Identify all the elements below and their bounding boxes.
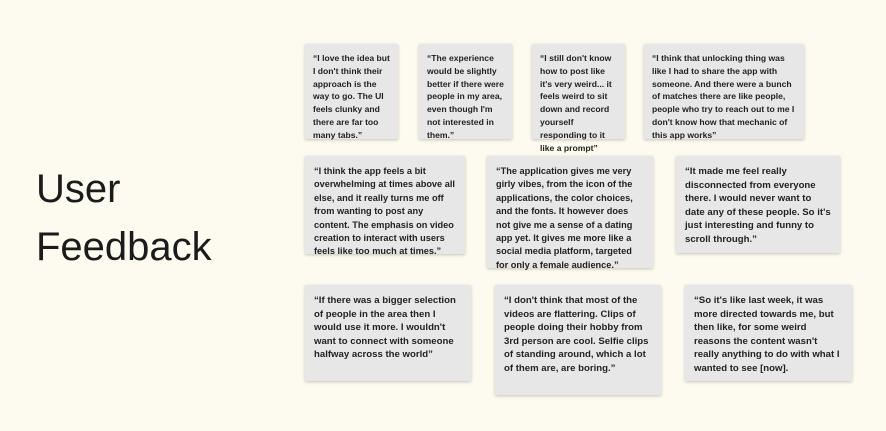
- feedback-note-text: “I still don't know how to post like it's very weird... it feels weird to sit down and record yourself responding to it like a prompt”: [540, 53, 612, 153]
- feedback-note-text: “I love the idea but I don't think their approach is the way to go. The UI feels clunky and there are far too many tabs.”: [313, 53, 390, 140]
- feedback-note-text: “So it's like last week, it was more directed towards me, but then like, for some weird reasons the content wasn't really anything to do with what I wanted to see [now].: [694, 295, 840, 374]
- page-title-line-2: Feedback: [36, 225, 212, 269]
- feedback-note: [419, 44, 512, 139]
- feedback-note: [305, 156, 465, 257]
- feedback-note-text: “It made me feel really disconnected from everyone there. I would never want to date any of these people. So it's just interesting and funny to scroll through.”: [685, 166, 831, 245]
- feedback-note: [685, 285, 852, 381]
- feedback-note: [676, 156, 840, 253]
- feedback-note-text: “I think the app feels a bit overwhelming at times above all else, and it really turns me off from wanting to post any content. The emphasis on video creation to interact with users feels like too much at times.”: [314, 166, 455, 257]
- feedback-note: [644, 44, 804, 139]
- feedback-note: [487, 156, 653, 268]
- feedback-note-text: “The application gives me very girly vibes, from the icon of the applications, the color choices, and the fonts. It however does not give me a sense of a dating app yet. It gives me more like a social media platform, targeted for only a female audience.”: [496, 166, 633, 270]
- feedback-note: [532, 44, 625, 153]
- feedback-note-text: “The experience would be slightly better if there were people in my area, even though I'm not interested in them.”: [427, 53, 504, 140]
- feedback-note-text: “If there was a bigger selection of people in the area then I would use it more. I wouldn't want to connect with someone halfway across the world”: [314, 295, 456, 361]
- feedback-note: [305, 44, 398, 139]
- feedback-note: [305, 285, 471, 381]
- feedback-note: [495, 285, 661, 395]
- page-title-line-1: User: [36, 167, 121, 211]
- page-title: [36, 160, 212, 276]
- feedback-note-text: “I don't think that most of the videos are flattering. Clips of people doing their hobby from 3rd person are cool. Selfie clips of standing around, which a lot of them are, are boring.”: [504, 295, 649, 374]
- feedback-note-text: “I think that unlocking thing was like I had to share the app with someone. And there were a bunch of matches there are like people, people who try to reach out to me I don't know how that mechanic of this app works”: [652, 53, 795, 140]
